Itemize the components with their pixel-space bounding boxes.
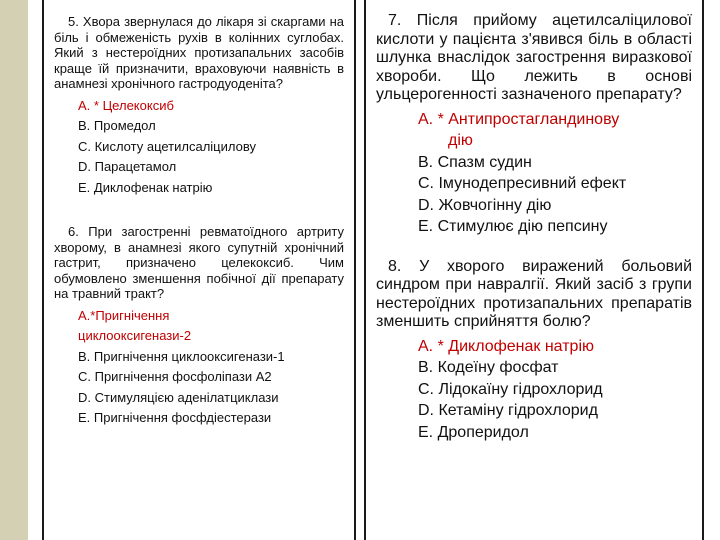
question-8-option-b: B. Кодеїну фосфат <box>418 359 559 376</box>
right-column <box>364 0 704 540</box>
question-8-option-d: D. Кетаміну гідрохлорид <box>418 402 598 419</box>
question-5-option-c: C. Кислоту ацетилсаліцилову <box>78 138 256 154</box>
question-6-option-a <box>78 306 344 347</box>
question-7-option-a <box>418 109 692 152</box>
question-6-option-b: B. Пригнічення циклооксигенази-1 <box>78 348 285 364</box>
question-6-option-c: C. Пригнічення фосфоліпази А2 <box>78 369 272 384</box>
question-5-text: 5. Хвора звернулася до лікаря зі скаргами на біль і обмеженість рухів в колінних суглобах. Який з нестероїдних протизапальних засобів краще їй призначити, враховуючи наявність в анамнезі хронічного гастродуоденіта? <box>54 14 344 91</box>
question-5-options <box>78 96 344 199</box>
question-8-option-c: C. Лідокаїну гідрохлорид <box>418 380 603 398</box>
question-7-option-a-line1: A. * Антипростагландинову <box>418 110 620 128</box>
question-5-option-a: A. * Целекоксиб <box>78 97 174 113</box>
question-6-option-a-line2: циклооксигенази-2 <box>78 328 192 343</box>
question-6-options <box>78 306 344 429</box>
question-5-option-b: B. Промедол <box>78 118 156 133</box>
question-7-text: 7. Після прийому ацетилсаліцилової кислоти у пацієнта з'явився біль в області шлунка внаслідок загострення виразкової хвороби. Що лежить в основі ульцерогенності зазначеного препарату? <box>376 12 692 103</box>
left-column <box>42 0 356 540</box>
question-5-option-d: D. Парацетамол <box>78 159 177 174</box>
question-7-option-e: E. Стимулює дію пепсину <box>418 218 608 235</box>
question-6-option-a-line1: A.*Пригнічення <box>78 307 170 323</box>
question-8-option-a: A. * Диклофенак натрію <box>418 337 595 355</box>
question-5-option-e: E. Диклофенак натрію <box>78 179 213 195</box>
question-7-option-a-line2: дію <box>448 132 473 149</box>
question-7-option-b: B. Спазм судин <box>418 153 532 171</box>
question-7-option-d: D. Жовчогінну дію <box>418 196 552 214</box>
question-6-option-e: E. Пригнічення фосфдіестерази <box>78 410 272 425</box>
question-7-options <box>418 109 692 238</box>
question-8-options <box>418 336 692 444</box>
question-7-option-c: C. Імунодепресивний ефект <box>418 175 627 192</box>
question-6-option-d: D. Стимуляцією аденілатциклази <box>78 389 279 405</box>
question-8-text: 8. У хворого виражений больовий синдром при навралгії. Який засіб з групи нестероїдних протизапальних препаратів зменшить сприйняття болю? <box>376 257 692 330</box>
question-6-text: 6. При загостренні ревматоїдного артриту хворому, в анамнезі якого супутній хронічний гастрит, призначено целекоксиб. Чим обумовлено зменшення побічної дії препарату на травний тракт? <box>54 224 344 301</box>
question-8-option-e: E. Дроперидол <box>418 423 529 441</box>
decorative-side-bar <box>0 0 28 540</box>
